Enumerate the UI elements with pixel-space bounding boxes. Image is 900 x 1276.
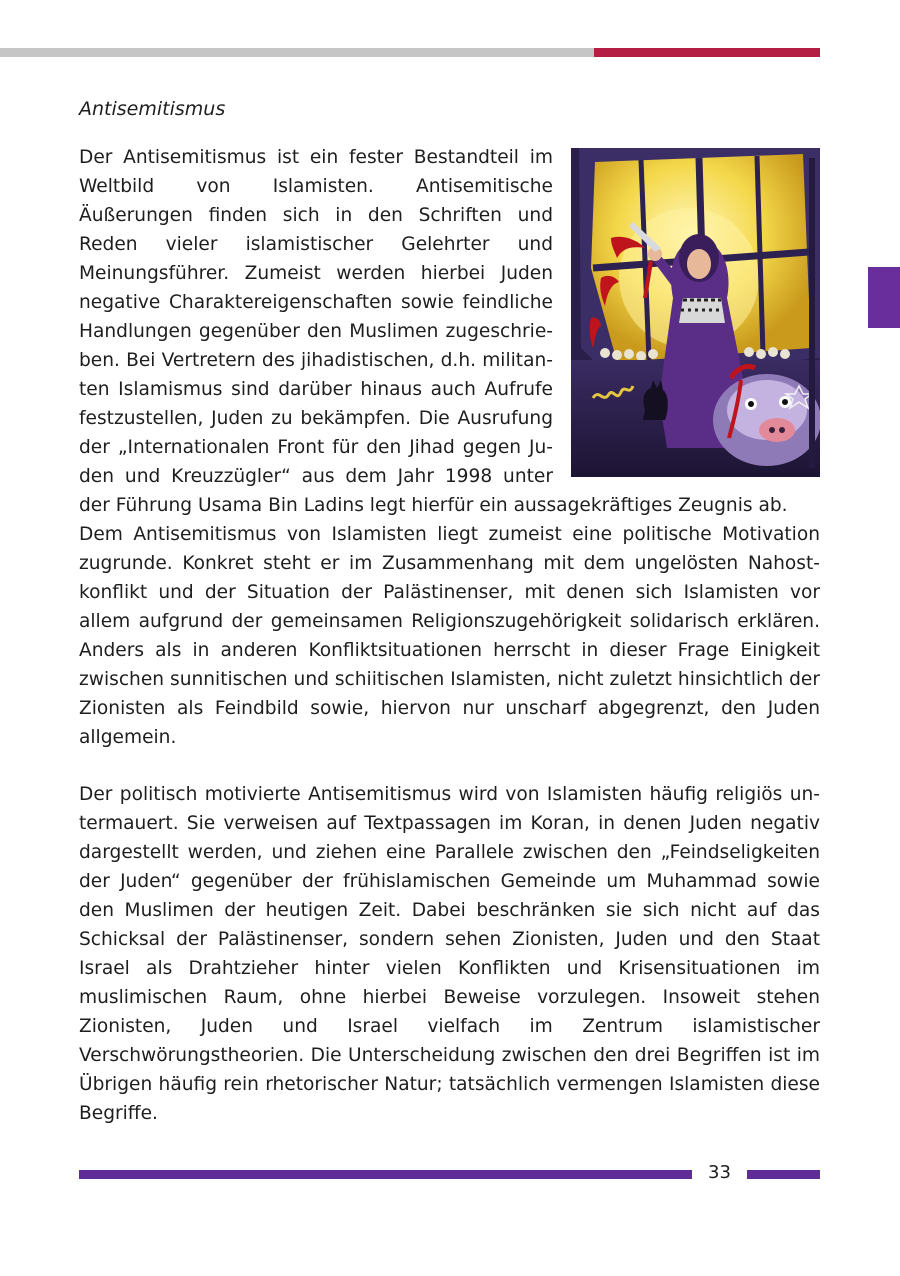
- footer-rule-right: [747, 1170, 820, 1179]
- section-heading: Antisemitismus: [79, 98, 226, 120]
- page-content: [79, 95, 820, 1128]
- header-rule-grey: [0, 48, 594, 57]
- footer-rule-left: [79, 1170, 692, 1179]
- paragraph-3: Der politisch motivierte Antisemitismus wird von Islamisten häufig religiös untermauert. Sie verweisen auf Textpassagen im Koran, in denen Juden negativ dargestellt werden, und ziehen eine Parallele zwischen den „Feindseligkeiten der Juden“ gegenüber der frühislamischen Gemeinde um Muhammad sowie den Muslimen der heutigen Zeit. Dabei beschränken sie sich nicht auf das Schicksal der Palästinenser, sondern sehen Zionisten, Juden und den Staat Israel als Drahtzieher hinter vielen Konflikten und Krisensituationen im muslimischen Raum, ohne hierbei Beweise vorzulegen. Insoweit stehen Zionisten, Juden und Israel vielfach im Zentrum islamistischer Verschwörungstheorien. Die Unterscheidung zwischen den drei Begriffen ist im Übrigen häufig rein rhetorischer Natur; tatsächlich vermengen Islamisten diese Begriffe.: [79, 784, 820, 1124]
- illustration-figure: [571, 148, 820, 477]
- header-rule-accent: [594, 48, 820, 57]
- page-number: 33: [708, 1162, 731, 1183]
- chapter-side-tab: [868, 267, 900, 328]
- propaganda-illustration-icon: [571, 148, 820, 477]
- paragraph-1-block: [79, 143, 820, 520]
- paragraph-1: Der Antisemitismus ist ein fester Bestandteil im Weltbild von Islamisten. Antisemitische Äußerungen finden sich in den Schriften und Reden vieler islamistischer Gelehrter und Meinungsführer. Zumeist werden hierbei Juden negative Charaktereigenschaften sowie feindliche Handlungen gegenüber den Muslimen zugeschrieben. Bei Vertretern des jihadistischen, d.h. militanten Islamismus sind darüber hinaus auch Aufrufe festzustellen, Juden zu bekämpfen. Die Ausrufung der „Internationalen Front für den Jihad gegen Juden und Kreuzzügler“ aus dem Jahr 1998 unter der Führung Usama Bin Ladins legt hierfür ein aussagekräftiges Zeugnis ab.: [79, 147, 788, 516]
- paragraph-2: Dem Antisemitismus von Islamisten liegt zumeist eine politische Motivation zugrunde. Konkret steht er im Zusammenhang mit dem ungelösten Nahostkonflikt und der Situation der Palästinenser, mit denen sich Islamisten vor allem aufgrund der gemeinsamen Religionszugehörigkeit solidarisch erklären. Anders als in anderen Konfliktsituationen herrscht in dieser Frage Einigkeit zwischen sunnitischen und schiitischen Islamisten, nicht zuletzt hinsichtlich der Zionisten als Feindbild sowie, hiervon nur unscharf abgegrenzt, den Juden allgemein.: [79, 524, 820, 748]
